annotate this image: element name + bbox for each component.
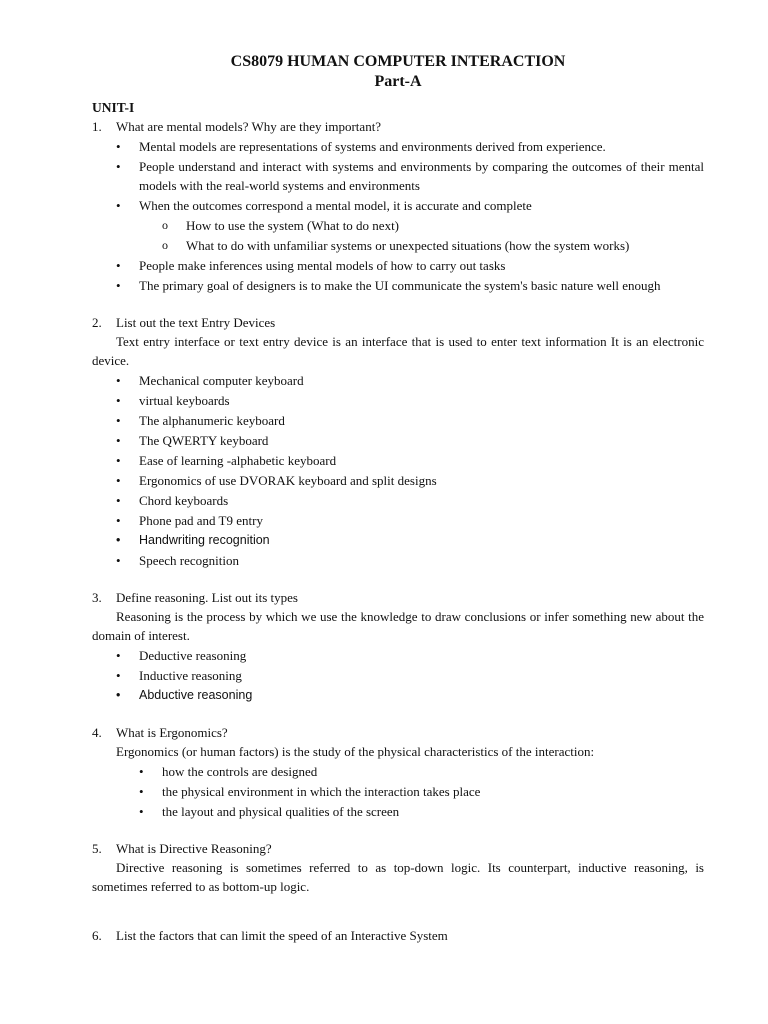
list-item: • Ease of learning -alphabetic keyboard — [92, 451, 704, 470]
sub-list-item: o How to use the system (What to do next) — [92, 216, 704, 235]
question-text: What is Ergonomics? — [116, 725, 228, 740]
list-item: • When the outcomes correspond a mental model, it is accurate and complete — [92, 196, 704, 215]
answer-paragraph: Directive reasoning is sometimes referred to as top-down logic. Its counterpart, inductive reasoning, is sometimes referred to as bottom-up logic. — [92, 860, 704, 894]
list-item: • Abductive reasoning — [92, 686, 704, 705]
list-item: • The alphanumeric keyboard — [92, 411, 704, 430]
question-4 — [92, 723, 704, 742]
question-6 — [92, 926, 704, 945]
list-item: • Speech recognition — [92, 551, 704, 570]
question-text: Define reasoning. List out its types — [116, 590, 298, 605]
question-text: What is Directive Reasoning? — [116, 841, 272, 856]
question-3 — [92, 588, 704, 607]
question-number: 6. — [92, 928, 102, 943]
list-item: • Mental models are representations of systems and environments derived from experience. — [92, 137, 704, 156]
list-item: • Mechanical computer keyboard — [92, 371, 704, 390]
list-item: • the layout and physical qualities of the screen — [92, 802, 704, 821]
answer-bullets — [92, 762, 704, 821]
answer-paragraph: Reasoning is the process by which we use the knowledge to draw conclusions or infer something new about the domain of interest. — [92, 609, 704, 643]
question-text: List the factors that can limit the speed of an Interactive System — [116, 928, 448, 943]
answer-paragraph: Text entry interface or text entry device is an interface that is used to enter text information It is an electronic device. — [92, 334, 704, 368]
question-number: 2. — [92, 315, 102, 330]
answer-bullets — [92, 137, 704, 215]
list-item: • People understand and interact with systems and environments by comparing the outcomes of their mental models with the real-world systems and environments — [92, 157, 704, 195]
list-item: • Ergonomics of use DVORAK keyboard and split designs — [92, 471, 704, 490]
question-number: 1. — [92, 119, 102, 134]
question-text: List out the text Entry Devices — [116, 315, 276, 330]
list-item: • Chord keyboards — [92, 491, 704, 510]
unit-heading: UNIT-I — [92, 100, 135, 115]
question-number: 3. — [92, 590, 102, 605]
list-item: • Inductive reasoning — [92, 666, 704, 685]
list-item: • the physical environment in which the interaction takes place — [92, 782, 704, 801]
answer-bullets — [92, 371, 704, 570]
list-item: • Handwriting recognition — [92, 531, 704, 550]
list-item: • Deductive reasoning — [92, 646, 704, 665]
sub-bullets — [92, 216, 704, 255]
question-5 — [92, 839, 704, 858]
list-item: • how the controls are designed — [92, 762, 704, 781]
part-heading: Part-A — [374, 73, 422, 90]
list-item: • The primary goal of designers is to make the UI communicate the system's basic nature well enough — [92, 276, 704, 295]
question-1 — [92, 117, 704, 136]
list-item: • Phone pad and T9 entry — [92, 511, 704, 530]
question-text: What are mental models? Why are they important? — [116, 119, 382, 134]
list-item: • virtual keyboards — [92, 391, 704, 410]
list-item: • The QWERTY keyboard — [92, 431, 704, 450]
question-number: 5. — [92, 841, 102, 856]
answer-bullets — [92, 646, 704, 705]
document-page — [92, 52, 704, 945]
list-item: • People make inferences using mental models of how to carry out tasks — [92, 256, 704, 275]
question-number: 4. — [92, 725, 102, 740]
answer-bullets — [92, 256, 704, 295]
document-title: CS8079 HUMAN COMPUTER INTERACTION — [230, 53, 566, 70]
question-2 — [92, 313, 704, 332]
answer-paragraph: Ergonomics (or human factors) is the study of the physical characteristics of the interaction: — [116, 744, 595, 759]
sub-list-item: o What to do with unfamiliar systems or unexpected situations (how the system works) — [92, 236, 704, 255]
